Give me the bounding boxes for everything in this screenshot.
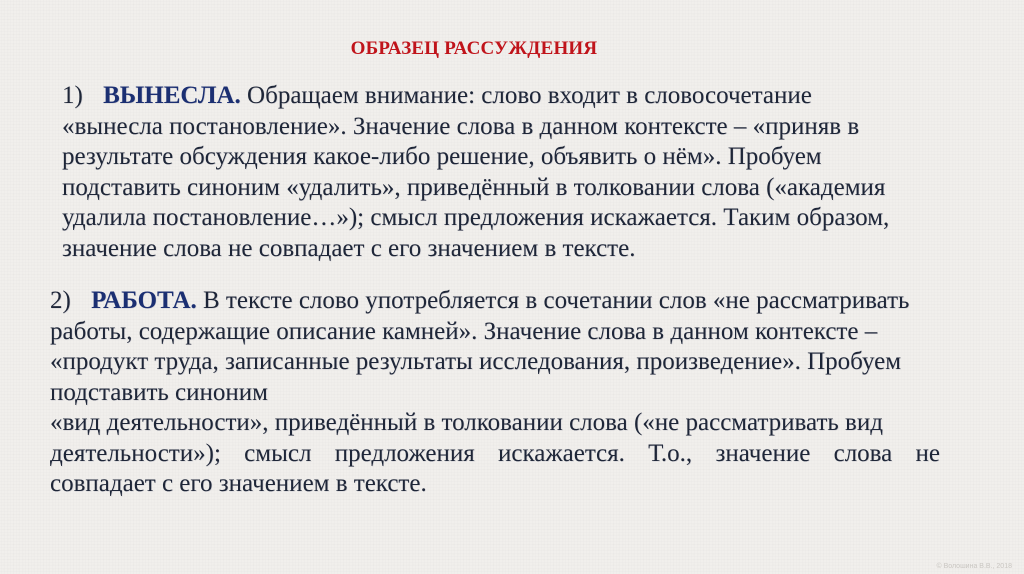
item-number: 2) [50, 287, 71, 314]
keyword: ВЫНЕСЛА. [103, 82, 241, 109]
reasoning-item-2 [50, 286, 940, 500]
paragraph-line: подставить синоним «удалить», приведённый в толковании слова («академия [62, 173, 886, 201]
paragraph-line: совпадает с его значением в тексте. [50, 470, 427, 497]
paragraph-line: «продукт труда, записанные результаты исследования, произведение». Пробуем [50, 348, 902, 375]
paragraph-line: работы, содержащие описание камней». Значение слова в данном контексте – [50, 317, 878, 345]
paragraph-line [62, 81, 942, 112]
line-text: В тексте слово употребляется в сочетании слов «не рассматривать [203, 287, 910, 314]
paragraph-line: «вынесла постановление». Значение слова в данном контексте – «приняв в [62, 112, 860, 140]
item-number: 1) [62, 82, 83, 109]
reasoning-item-1 [62, 81, 942, 264]
keyword: РАБОТА. [91, 287, 197, 314]
paragraph-line: подставить синоним [50, 378, 268, 406]
paragraph-line: удалила постановление…»); смысл предложения искажается. Таким образом, [62, 204, 890, 231]
slide-title: ОБРАЗЕЦ РАССУЖДЕНИЯ [350, 38, 598, 59]
line-text: Обращаем внимание: слово входит в словосочетание [247, 82, 812, 109]
paragraph-line: результате обсуждения какое-либо решение, объявить о нём». Пробуем [62, 143, 822, 170]
paragraph-line: деятельности»); смысл предложения искажается. Т.о., значение слова не [50, 439, 940, 467]
paragraph-line: значение слова не совпадает с его значением в тексте. [62, 234, 636, 262]
paragraph-line: «вид деятельности», приведённый в толковании слова («не рассматривать вид [50, 409, 883, 436]
paragraph-line [50, 286, 940, 317]
copyright-note: © Волошина В.В., 2018 [936, 563, 1012, 570]
